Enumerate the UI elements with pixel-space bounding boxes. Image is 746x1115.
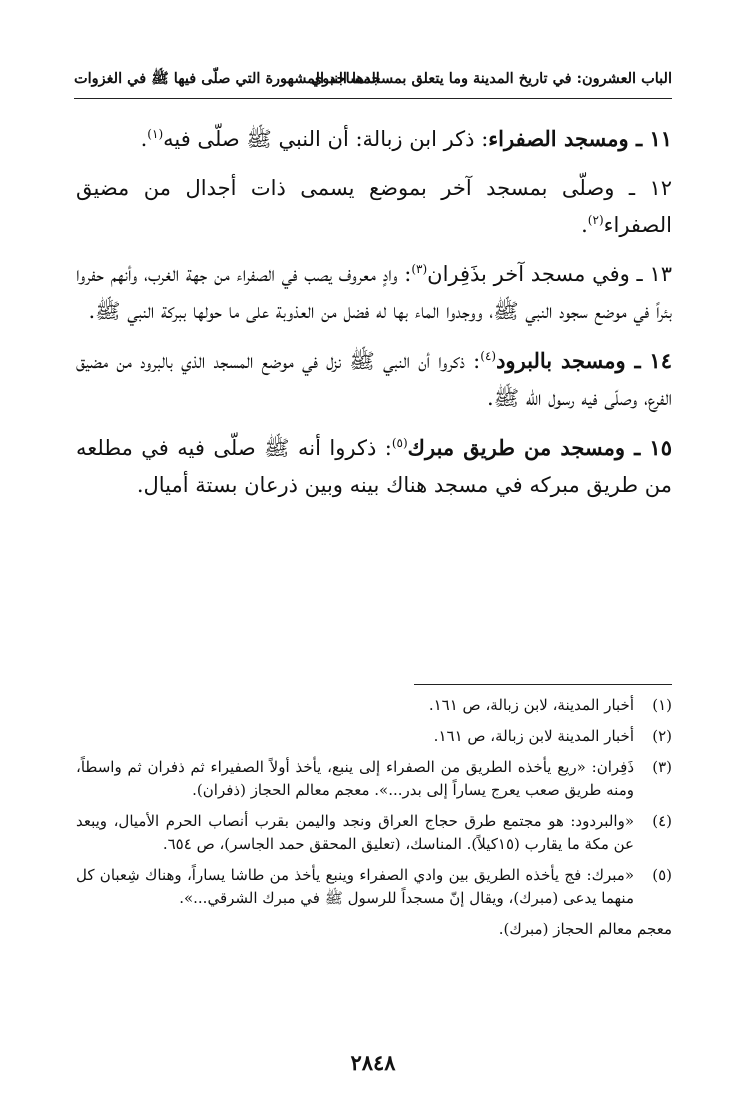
- footnote-ref: (١): [147, 127, 164, 141]
- footnote-number: (٢): [652, 727, 672, 745]
- running-head: [74, 64, 672, 94]
- footnote-number: (٣): [652, 758, 672, 776]
- footnote-ref: (٥): [391, 436, 408, 450]
- footnotes: [76, 694, 672, 941]
- footnote-text: أخبار المدينة لابن زبالة، ص ١٦١.: [433, 727, 634, 745]
- footnote-text: «والبردود: هو مجتمع طرق حجاج العراق ونجد واليمن بقرب أنصاب الحرم الأميال، ويبعد عن مكة ما يقارب (١٥كيلاً). المناسك، (تعليق المحقق حمد الجاسر)، ص ٦٥٤.: [76, 812, 634, 853]
- paragraph-text: ١٢ ـ وصلّى بمسجد آخر بموضع يسمى ذات أجدال من مضيق الصفراء: [76, 176, 672, 237]
- paragraph-11: [76, 120, 672, 158]
- footnote-number: (١): [652, 696, 672, 714]
- paragraph-text: : ذكر ابن زبالة: أن النبي ﷺ صلّى فيه: [163, 127, 489, 151]
- paragraph-lead: ١١ ـ ومسجد الصفراء: [488, 126, 672, 151]
- paragraph-tail: : ذكروا أن النبي ﷺ نزل في موضع المسجد الذي بالبرود من مضيق الفرع، وصلّى فيه رسول الله ﷺ.: [76, 349, 672, 410]
- paragraph-lead: ١٤ ـ ومسجد بالبرود: [496, 348, 672, 373]
- main-text: [76, 120, 672, 516]
- footnote-4: [76, 810, 672, 856]
- paragraph-tail: .: [140, 127, 148, 151]
- footnote-ref: (٢): [587, 213, 604, 227]
- footnote-rule: [414, 684, 672, 685]
- paragraph-14: [76, 342, 672, 417]
- page-number: ٢٨٤٨: [350, 1050, 396, 1075]
- footnote-source: معجم معالم الحجاز (مبرك).: [498, 920, 672, 938]
- footnote-number: (٥): [652, 866, 672, 884]
- header-rule: [74, 98, 672, 99]
- running-head-chapter: الباب العشرون: في تاريخ المدينة وما يتعلق بمسجدها النبوي: [310, 70, 672, 87]
- footnote-ref: (٣): [411, 262, 428, 276]
- paragraph-tail: .: [581, 213, 588, 237]
- paragraph-13: [76, 256, 672, 330]
- paragraph-tail: : وادٍ معروف يصب في الصفراء من جهة الغرب، وأنهم حفروا بئراً في موضع سجود النبي ﷺ، ووجدوا الماء بها له فضل من العذوبة على ما حولها ببركة النبي ﷺ.: [76, 262, 672, 323]
- footnote-text: «مبرك: فج يأخذه الطريق بين وادي الصفراء وينبع يأخذ من طاشا يساراً، وهناك شِعبان كل منهما يدعى (مبرك)، ويقال إنّ مسجداً للرسول ﷺ في مبرك الشرقي...».: [76, 866, 634, 907]
- footnote-ref: (٤): [480, 349, 497, 363]
- paragraph-text: ١٣ ـ وفي مسجد آخر بذَفِران: [427, 262, 672, 286]
- footnote-3: [76, 756, 672, 802]
- paragraph-tail: : ذكروا أنه ﷺ صلّى فيه في مطلعه من طريق مبركه في مسجد هناك بينه وبين ذرعان بستة أميال.: [76, 436, 672, 497]
- footnote-2: [76, 725, 672, 748]
- running-head-section: المساجد المشهورة التي صلّى فيها ﷺ في الغزوات: [74, 70, 380, 87]
- paragraph-lead: ١٥ ـ ومسجد من طريق مبرك: [407, 435, 672, 460]
- footnote-text: ذَفِران: «ريع يأخذه الطريق من الصفراء إلى ينبع، يأخذ أولاً الصفيراء ثم ذفران ثم واسطاً، ومنه طريق صعب يعرج يساراً إلى بدر...». معجم معالم الحجاز (ذفران).: [76, 758, 634, 799]
- footnote-1: [76, 694, 672, 717]
- footnote-5: [76, 864, 672, 910]
- footnote-number: (٤): [652, 812, 672, 830]
- paragraph-15: [76, 429, 672, 504]
- paragraph-12: [76, 170, 672, 244]
- footnote-text: أخبار المدينة، لابن زبالة، ص ١٦١.: [428, 696, 634, 714]
